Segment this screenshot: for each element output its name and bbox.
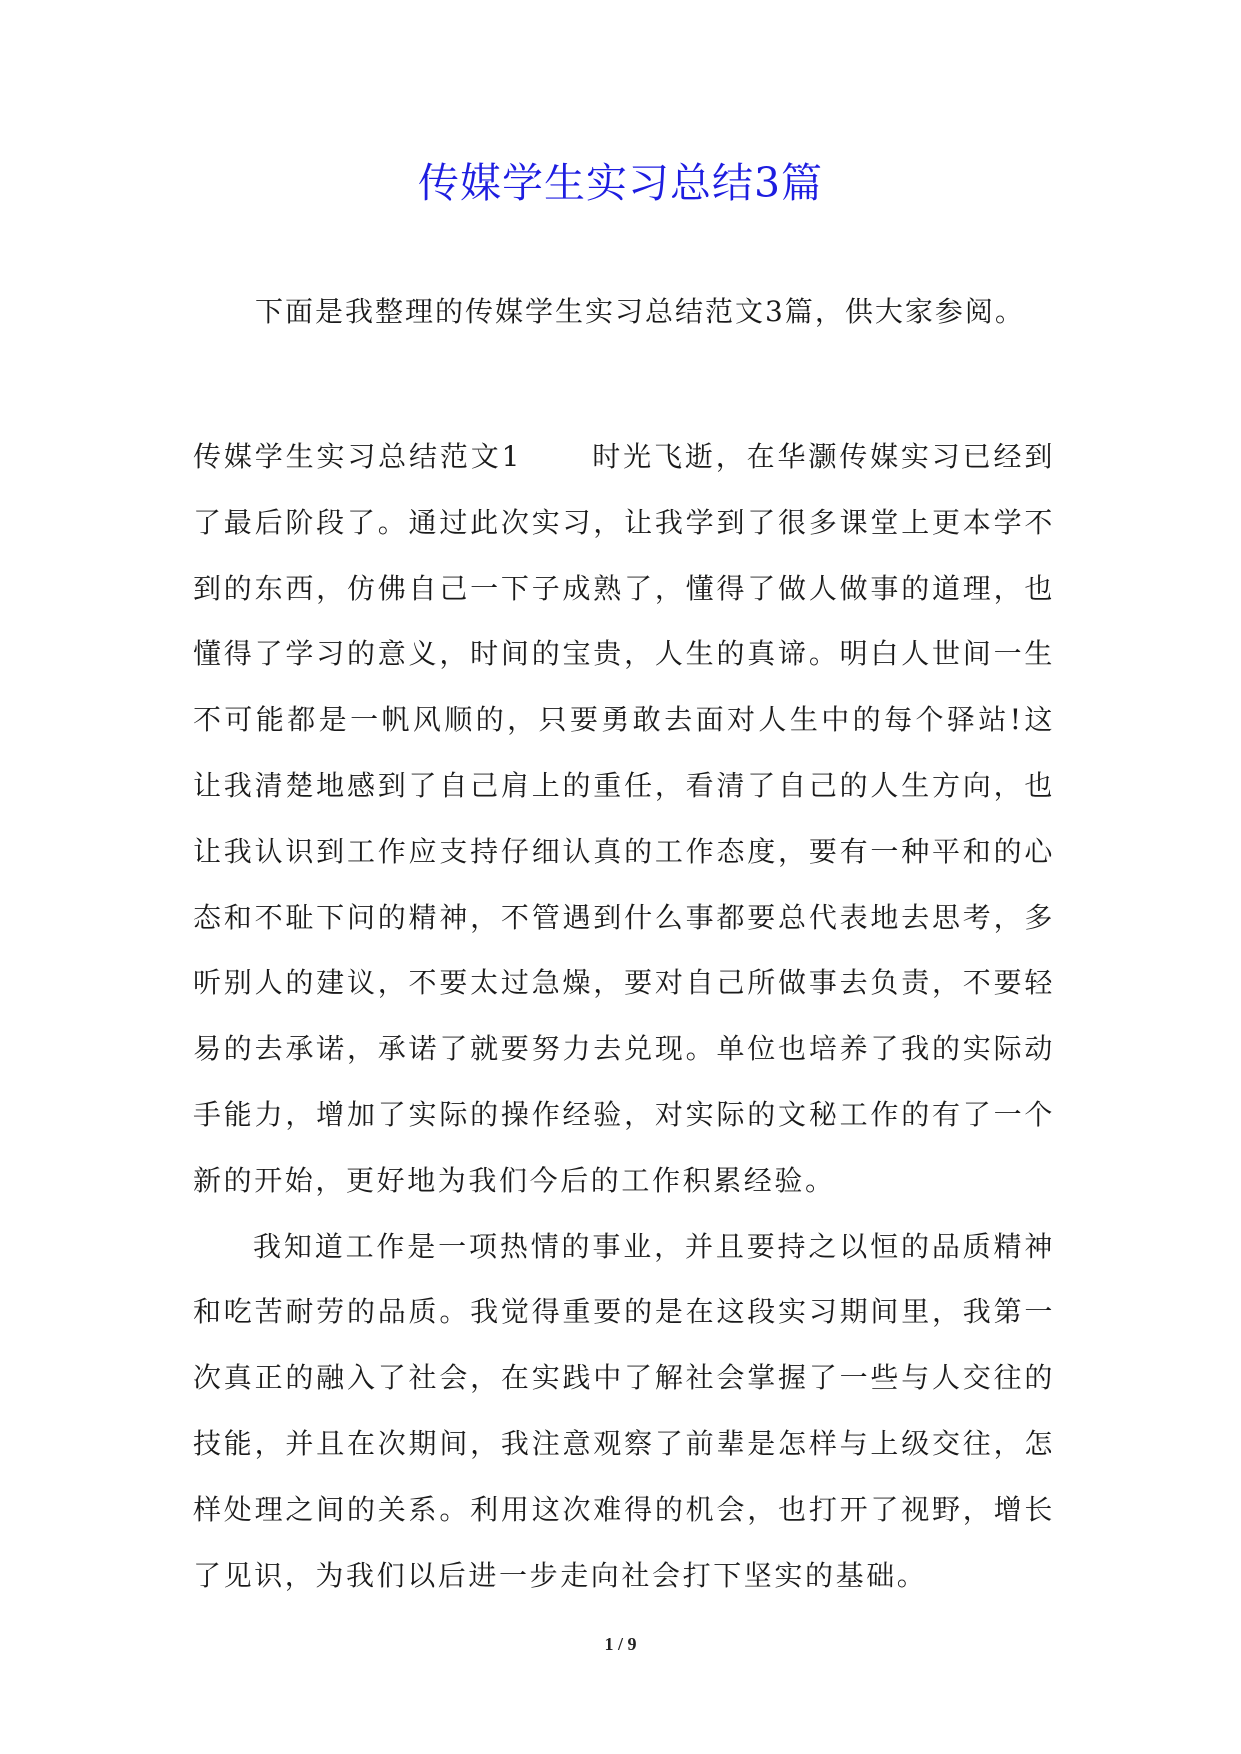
section-heading: 传媒学生实习总结范文1	[193, 440, 523, 473]
document-body	[193, 424, 1055, 1608]
body-paragraph-2: 我知道工作是一项热情的事业，并且要持之以恒的品质精神和吃苦耐劳的品质。我觉得重要的是在这段实习期间里，我第一次真正的融入了社会，在实践中了解社会掌握了一些与人交往的技能，并且在次期间，我注意观察了前辈是怎样与上级交往，怎样处理之间的关系。利用这次难得的机会，也打开了视野，增长了见识，为我们以后进一步走向社会打下坚实的基础。	[193, 1229, 1055, 1592]
paragraph-text-1: 时光飞逝，在华灏传媒实习已经到了最后阶段了。通过此次实习，让我学到了很多课堂上更本学不到的东西，仿佛自己一下子成熟了，懂得了做人做事的道理，也懂得了学习的意义，时间的宝贵，人生的真谛。明白人世间一生不可能都是一帆风顺的，只要勇敢去面对人生中的每个驿站!这让我清楚地感到了自己肩上的重任，看清了自己的人生方向，也让我认识到工作应支持仔细认真的工作态度，要有一种平和的心态和不耻下问的精神，不管遇到什么事都要总代表地去思考，多听别人的建议，不要太过急燥，要对自己所做事去负责，不要轻易的去承诺，承诺了就要努力去兑现。单位也培养了我的实际动手能力，增加了实际的操作经验，对实际的文秘工作的有了一个新的开始，更好地为我们今后的工作积累经验。	[193, 440, 1055, 1197]
intro-paragraph: 下面是我整理的传媒学生实习总结范文3篇，供大家参阅。	[255, 295, 1025, 328]
document-title: 传媒学生实习总结3篇	[417, 159, 824, 207]
body-paragraph-1	[193, 424, 1055, 1214]
page-number: 1 / 9	[604, 1634, 637, 1654]
